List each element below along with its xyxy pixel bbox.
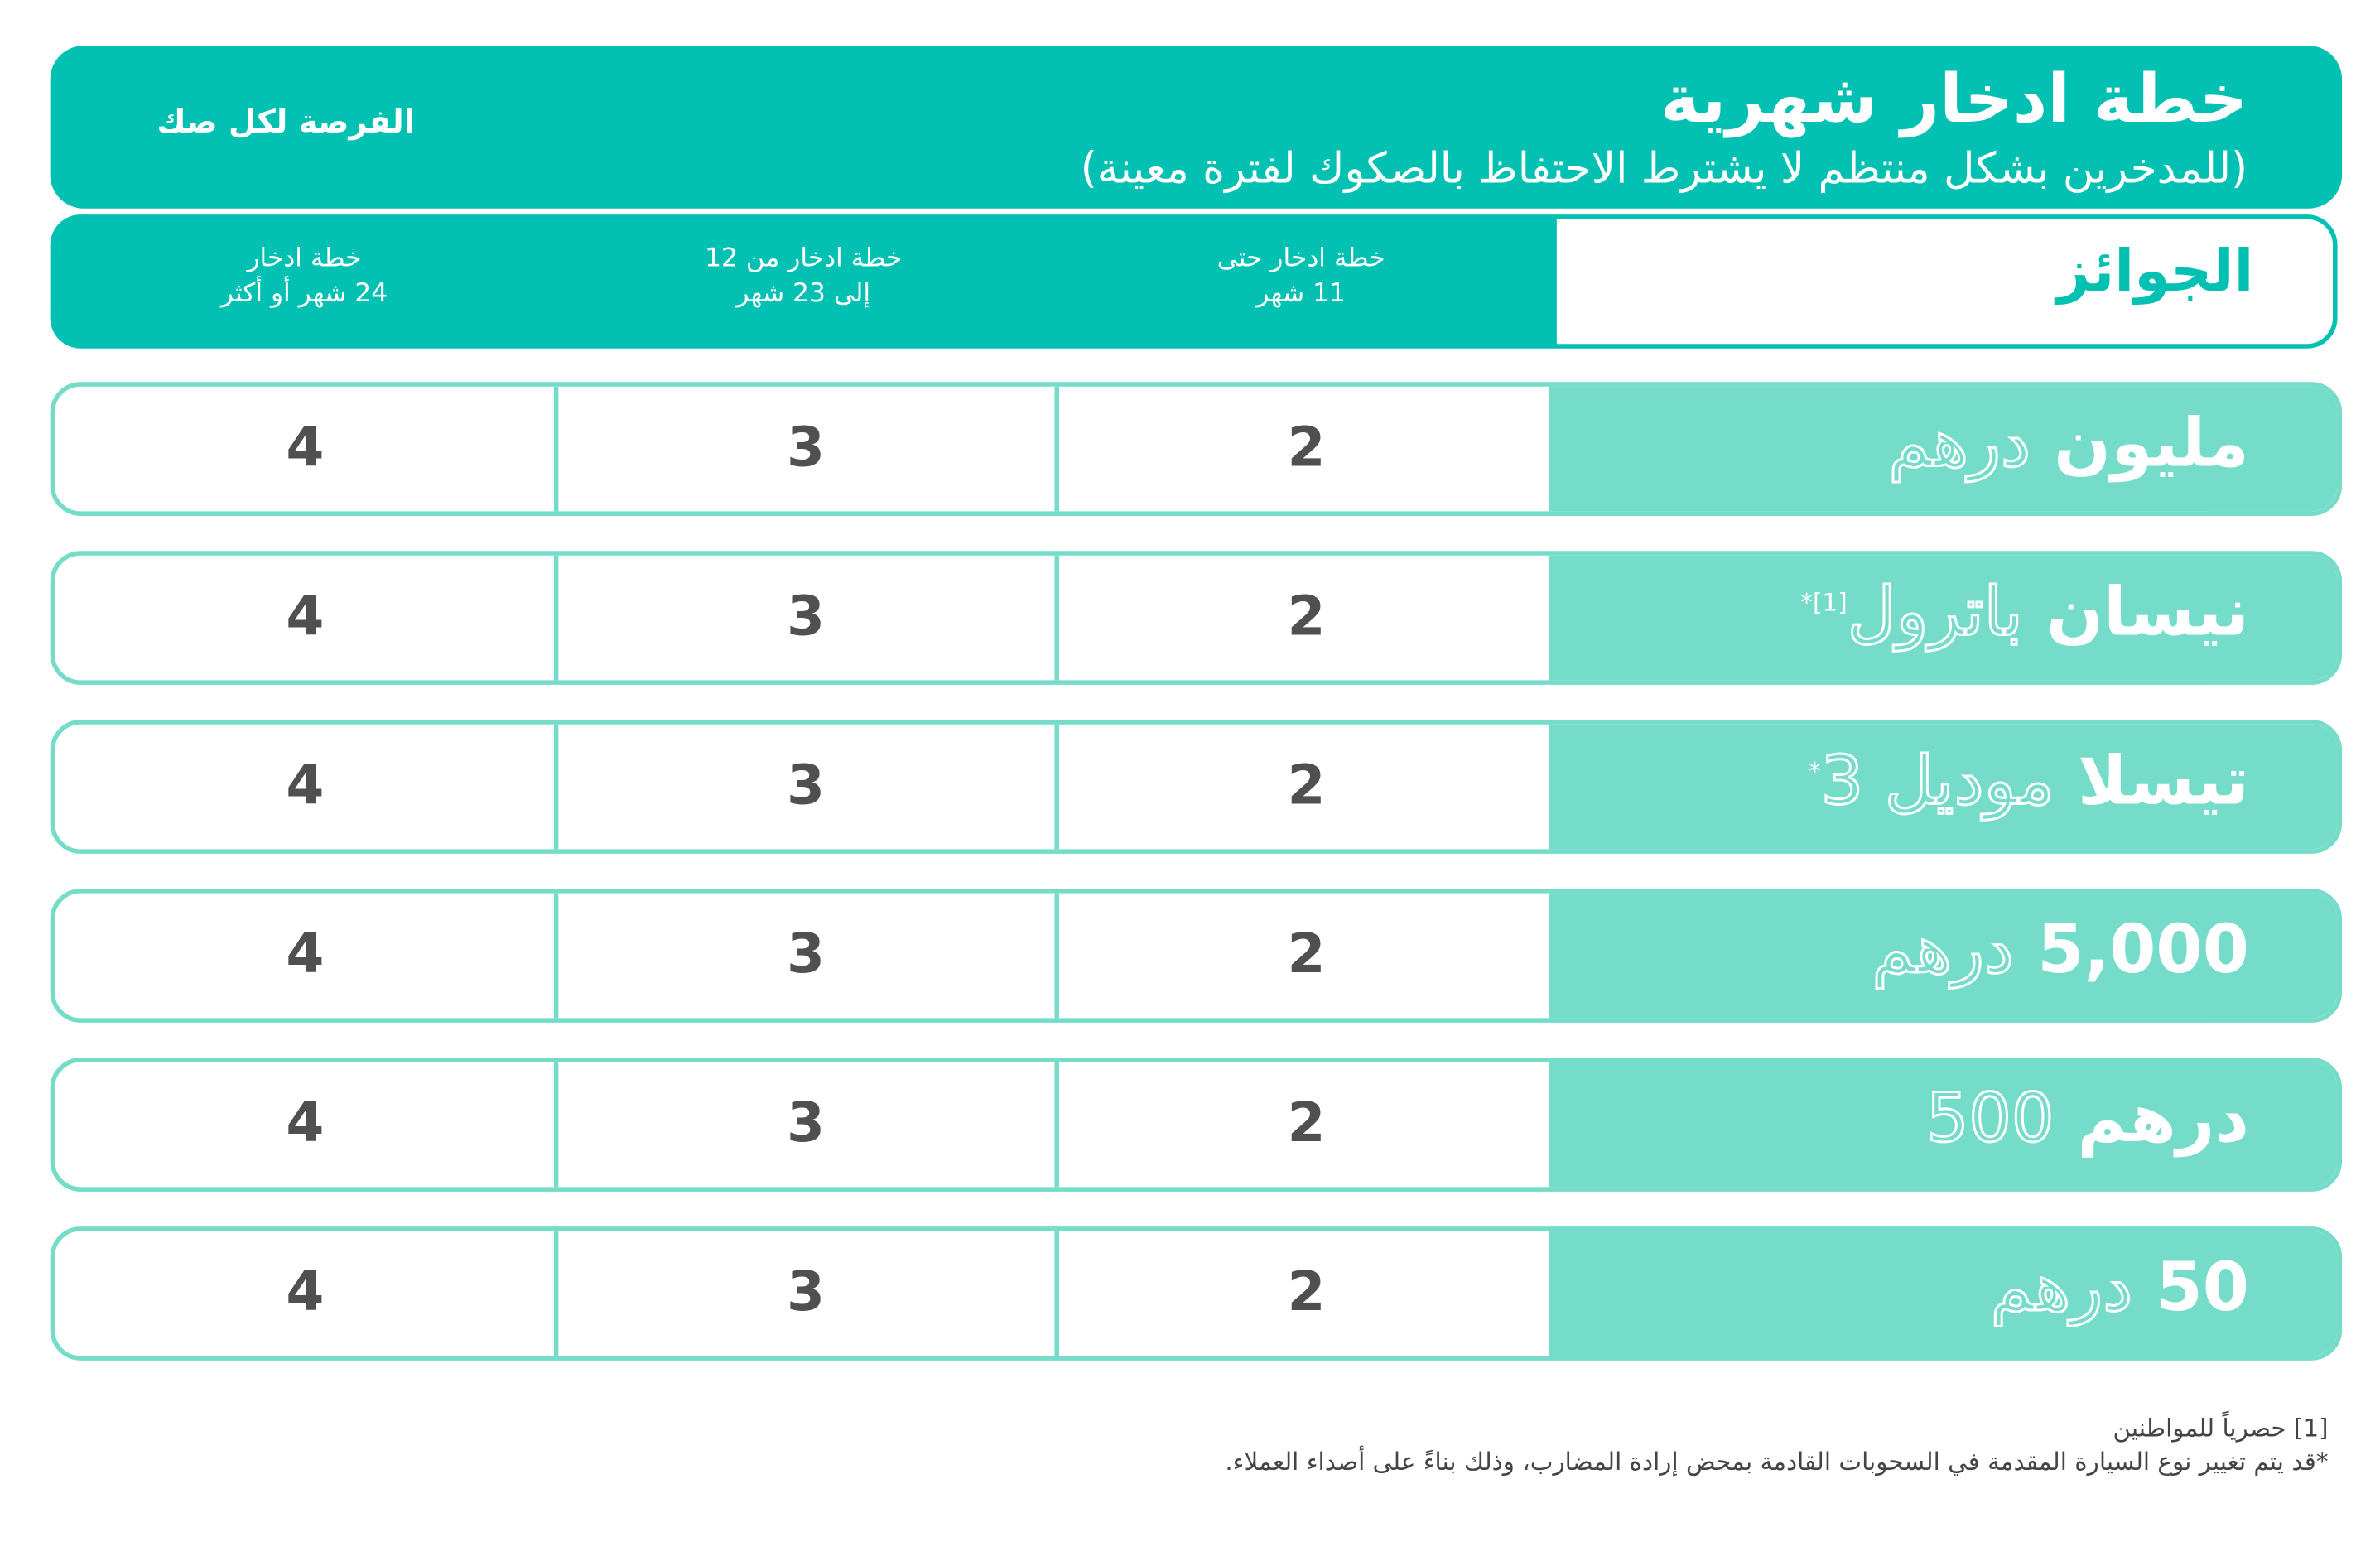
- prize-name-light: موديل 3: [1820, 742, 2055, 821]
- chance-value-plan-2: 3: [786, 923, 826, 986]
- prize-footnote-mark: [1]*: [1800, 587, 1848, 617]
- chance-value-plan-2: 3: [786, 417, 826, 479]
- prize-label: [1926, 1081, 2249, 1161]
- column-header-line: خطة ادخار: [247, 243, 362, 274]
- chance-value-plan-1: 2: [1287, 923, 1326, 986]
- prize-name-light: درهم: [1990, 1249, 2133, 1327]
- chance-value-plan-2: 3: [786, 1092, 826, 1155]
- column-divider: [1054, 556, 1059, 681]
- prize-label-cell: [1549, 1226, 2338, 1361]
- chance-value-plan-3: 4: [286, 585, 325, 648]
- prize-label-cell: [1549, 382, 2338, 516]
- prizes-header-cell: [1557, 219, 2333, 345]
- chance-value-plan-3: 4: [286, 754, 325, 817]
- chance-value-plan-3: 4: [286, 417, 325, 479]
- prize-name-bold: درهم: [2077, 1080, 2249, 1159]
- prize-name-light: 500: [1925, 1080, 2055, 1159]
- prize-label-cell: [1549, 720, 2338, 854]
- column-header-plan-2: [552, 242, 1054, 311]
- chance-value-plan-1: 2: [1287, 585, 1326, 648]
- column-header-line: خطة ادخار حتى: [1216, 243, 1385, 274]
- footnote-citizens-only: [1] حصرياً للمواطنين: [2113, 1414, 2329, 1443]
- prize-label: [1872, 912, 2249, 992]
- prize-name-bold: 5,000: [2037, 911, 2249, 990]
- chance-value-plan-3: 4: [286, 1092, 325, 1155]
- page-title: خطة ادخار شهرية: [1660, 60, 2248, 139]
- prize-name-bold: نيسان: [2045, 573, 2249, 652]
- chance-value-plan-2: 3: [786, 1261, 826, 1324]
- column-divider: [554, 1062, 559, 1188]
- prize-label: [1991, 1250, 2249, 1330]
- prize-name-light: درهم: [1888, 404, 2031, 483]
- prize-name-bold: تيسلا: [2077, 742, 2249, 821]
- column-header-line: 24 شهر أو أكثر: [220, 278, 388, 309]
- column-header-plan-1: [1050, 242, 1552, 311]
- page-subtitle: (للمدخرين بشكل منتظم لا يشترط الاحتفاظ بالصكوك لفترة معينة): [1080, 142, 2248, 194]
- prize-row-nissan-patrol: [51, 551, 2342, 685]
- chance-value-plan-1: 2: [1287, 754, 1326, 817]
- column-divider: [1054, 387, 1059, 512]
- column-header-line: إلى 23 شهر: [736, 278, 871, 309]
- prizes-label: الجوائز: [2056, 237, 2254, 305]
- prize-label-cell: [1549, 889, 2338, 1023]
- footnotes: [350, 1412, 2329, 1477]
- plan-header: [51, 46, 2342, 209]
- chance-label: الفرصة لكل صك: [157, 103, 415, 141]
- prize-row-500-dirham: [51, 1058, 2342, 1192]
- column-divider: [554, 387, 559, 512]
- prize-label-cell: [1549, 1058, 2338, 1192]
- prize-footnote-mark: *: [1809, 756, 1821, 786]
- chance-value-plan-1: 2: [1287, 417, 1326, 479]
- column-header-row: [51, 214, 2338, 349]
- footnote-car-change: *قد يتم تغيير نوع السيارة المقدمة في السحوبات القادمة بمحض إرادة المضارب، وذلك بناءً على أصداء العملاء.: [1225, 1446, 2329, 1476]
- prize-row-50-dirham: [51, 1226, 2342, 1361]
- prize-label-cell: [1549, 551, 2338, 685]
- column-header-plan-3: [53, 242, 555, 311]
- column-divider: [554, 1231, 559, 1356]
- column-divider: [1054, 894, 1059, 1019]
- column-divider: [1054, 1062, 1059, 1188]
- chance-value-plan-3: 4: [286, 923, 325, 986]
- column-divider: [1054, 1231, 1059, 1356]
- column-divider: [554, 894, 559, 1019]
- prize-name-light: باترول: [1847, 573, 2023, 652]
- column-header-line: 11 شهر: [1256, 278, 1346, 309]
- prize-row-million: [51, 382, 2342, 516]
- prize-label: [1800, 574, 2249, 654]
- chance-value-plan-3: 4: [286, 1261, 325, 1324]
- chance-value-plan-1: 2: [1287, 1092, 1326, 1155]
- prize-name-bold: مليون: [2054, 404, 2249, 483]
- prize-label: [1809, 743, 2249, 823]
- column-divider: [554, 556, 559, 681]
- chance-value-plan-2: 3: [786, 754, 826, 817]
- column-divider: [1054, 725, 1059, 850]
- prize-row-tesla-model-3: [51, 720, 2342, 854]
- prize-name-light: درهم: [1872, 911, 2015, 990]
- column-divider: [554, 725, 559, 850]
- chance-value-plan-1: 2: [1287, 1261, 1326, 1324]
- prize-row-5000-dirham: [51, 889, 2342, 1023]
- chance-value-plan-2: 3: [786, 585, 826, 648]
- column-header-line: خطة ادخار من 12: [705, 243, 903, 274]
- prize-name-bold: 50: [2156, 1249, 2249, 1327]
- prize-label: [1889, 405, 2249, 485]
